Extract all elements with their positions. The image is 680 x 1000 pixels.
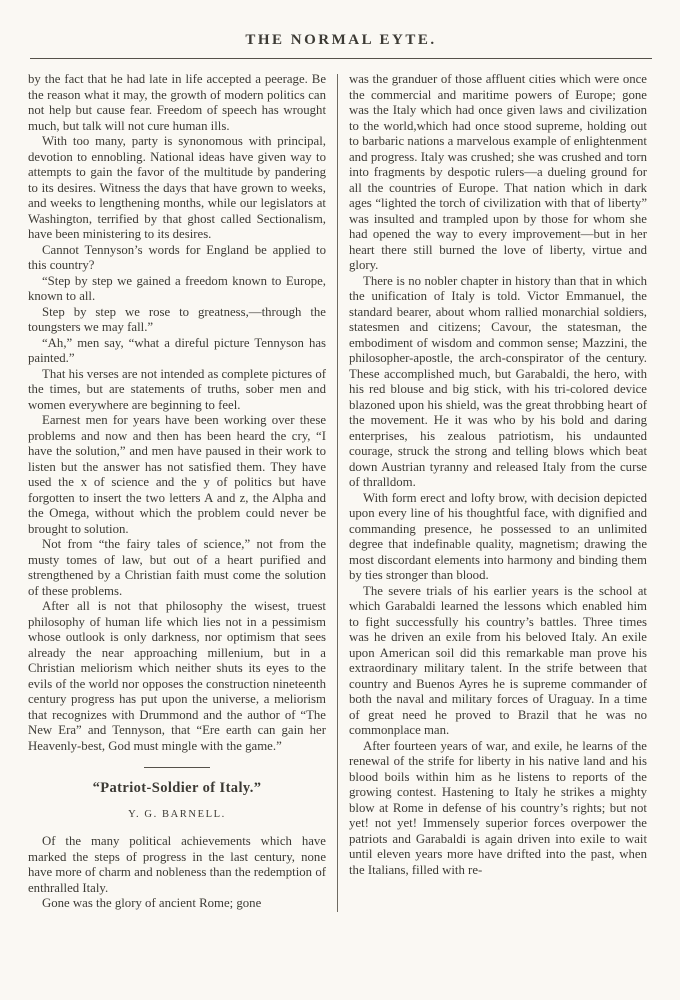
paragraph: Cannot Tennyson’s words for England be applied to this country? [28,242,326,272]
paragraph: “Ah,” men say, “what a direful picture Tennyson has painted.” [28,335,326,365]
masthead [28,14,654,58]
masthead-divider-rule [30,58,652,59]
paragraph: With too many, party is synonomous with principal, devotion to ennobling. National ideas have given way to attempts to gain the favor of the multitude by pandering to its desires. Witness the days that have grown to weeks, and weeks to lengthening months, while our legislators at Washington, terrified by that ghost called Sectionalism, have been ministering to its desires. [28,134,326,241]
paragraph: With form erect and lofty brow, with decision depicted upon every line of his thoughtful face, with dignified and commanding presence, he possessed to an unlimited degree that indefinable quality, magnetism; drawing the most discordant elements into harmony and binding them by ties stronger than blood. [349,490,647,582]
section-divider-rule [144,767,210,768]
paragraph: There is no nobler chapter in history than that in which the unification of Italy is told. Victor Emmanuel, the standard bearer, about whom rallied monarchial soldiers, statesmen and citizens; Cavour, the statesman, the embodiment of wisdom and common sense; Mazzini, the philosopher-apostle, the arch-conspirator of the century. These accomplished much, but Garabaldi, the hero, with his red blouse and big stick, with his tri-colored device blazoned upon his shield, was the great throbbing heart of the movement. He it was who by his bold and daring enterprises, his zealous patriotism, his undaunted courage, struck the strong and telling blows which beat down Austrian tyranny and released Italy from the curse of thralldom. [349,273,647,489]
paragraph: After fourteen years of war, and exile, he learns of the renewal of the strife for liberty in his native land and his blood boils within him as he listens to reports of the growing contest. Hastening to Italy he strikes a mighty blow at Rome in defense of his country’s rights; but not yet! not yet! Immensely superior forces overpower the patriots and Garabaldi is again driven into exile to wait until eleven years more have drifted into the past, when the Italians, filled with re- [349,738,647,877]
page-title: THE NORMAL EYTE. [245,32,437,48]
left-column-text [28,72,326,754]
paragraph: Not from “the fairy tales of science,” not from the musty tomes of law, but out of a heart purified and strengthened by a Christian faith must come the solution of these problems. [28,537,326,598]
column-divider-rule [337,74,338,912]
paragraph: The severe trials of his earlier years is the school at which Garabaldi learned the lessons which enabled him to fight successfully his country’s battles. Three times was he driven an exile from his beloved Italy. An exile upon American soil did this remarkable man prove his extraordinary military talent. In the strife between that country and Buenos Ayres he is supreme commander of both the naval and military forces of Uraguay. In a time of great need he proved to Brazil that he was no commonplace man. [349,583,647,737]
right-column-text [349,72,647,878]
paragraph: Gone was the glory of ancient Rome; gone [42,896,262,910]
article-text [28,834,326,912]
paragraph: After all is not that philosophy the wisest, truest philosophy of human life which lies not in a pessimism whose outlook is only darkness, nor optimism that sees already the near approaching millenium, but in a Christian meliorism which neither shuts its eyes to the evils of the world nor opposes the construction nineteenth century progress has put upon the universe, a meliorism that recognizes with Drummond and the author of “The New Era” and Tennyson, that “Ere earth can gain her Heavenly-best, God must mingle with the game.” [28,599,326,753]
right-column [349,72,647,912]
paragraph: “Step by step we gained a freedom known to Europe, known to all. [28,273,326,303]
paragraph: by the fact that he had late in life accepted a peerage. Be the reason what it may, the growth of modern politics can not help but cause fear. Freedom of speech has wrought much, but talk will not cure human ills. [28,72,326,133]
two-column-body [28,72,654,912]
left-column [28,72,326,912]
article-title: “Patriot-Soldier of Italy.” [92,780,262,796]
paragraph: Step by step we rose to greatness,—through the toungsters we may fall.” [28,304,326,334]
paragraph: was the granduer of those affluent cities which were once the commercial and maritime powers of Europe; gone was the Italy which had once given laws and civilization to the world,which had once stood supreme, holding out to barbaric nations a marvelous example of enlightenment and progress. Italy was crushed; she was crushed and torn into fragments by despotic rulers—a dueling ground for all the countries of Europe. That nation which in dark ages “lighted the torch of civilization with that of liberty” was insulted and trampled upon by those for whom she had opened the way to every improvement—but in her heart there still burned the love of liberty, virtue and glory. [349,72,647,272]
article-byline: Y. G. BARNELL. [128,808,226,820]
paragraph: Of the many political achievements which have marked the steps of progress in the last century, none have more of charm and nobleness than the redemption of enthralled Italy. [28,834,326,895]
paragraph: That his verses are not intended as complete pictures of the times, but are statements of truths, sober men and women everywhere are beginning to feel. [28,366,326,412]
paragraph: Earnest men for years have been working over these problems and now and then has been heard the cry, “I have the solution,” and men have paused in their work to listen but the answer has not satisfied them. They have used the x of science and the y of politics but have forgotten to insert the two letters A and z, the Alpha and the Omega, without which the problem could never be brought to solution. [28,413,326,536]
